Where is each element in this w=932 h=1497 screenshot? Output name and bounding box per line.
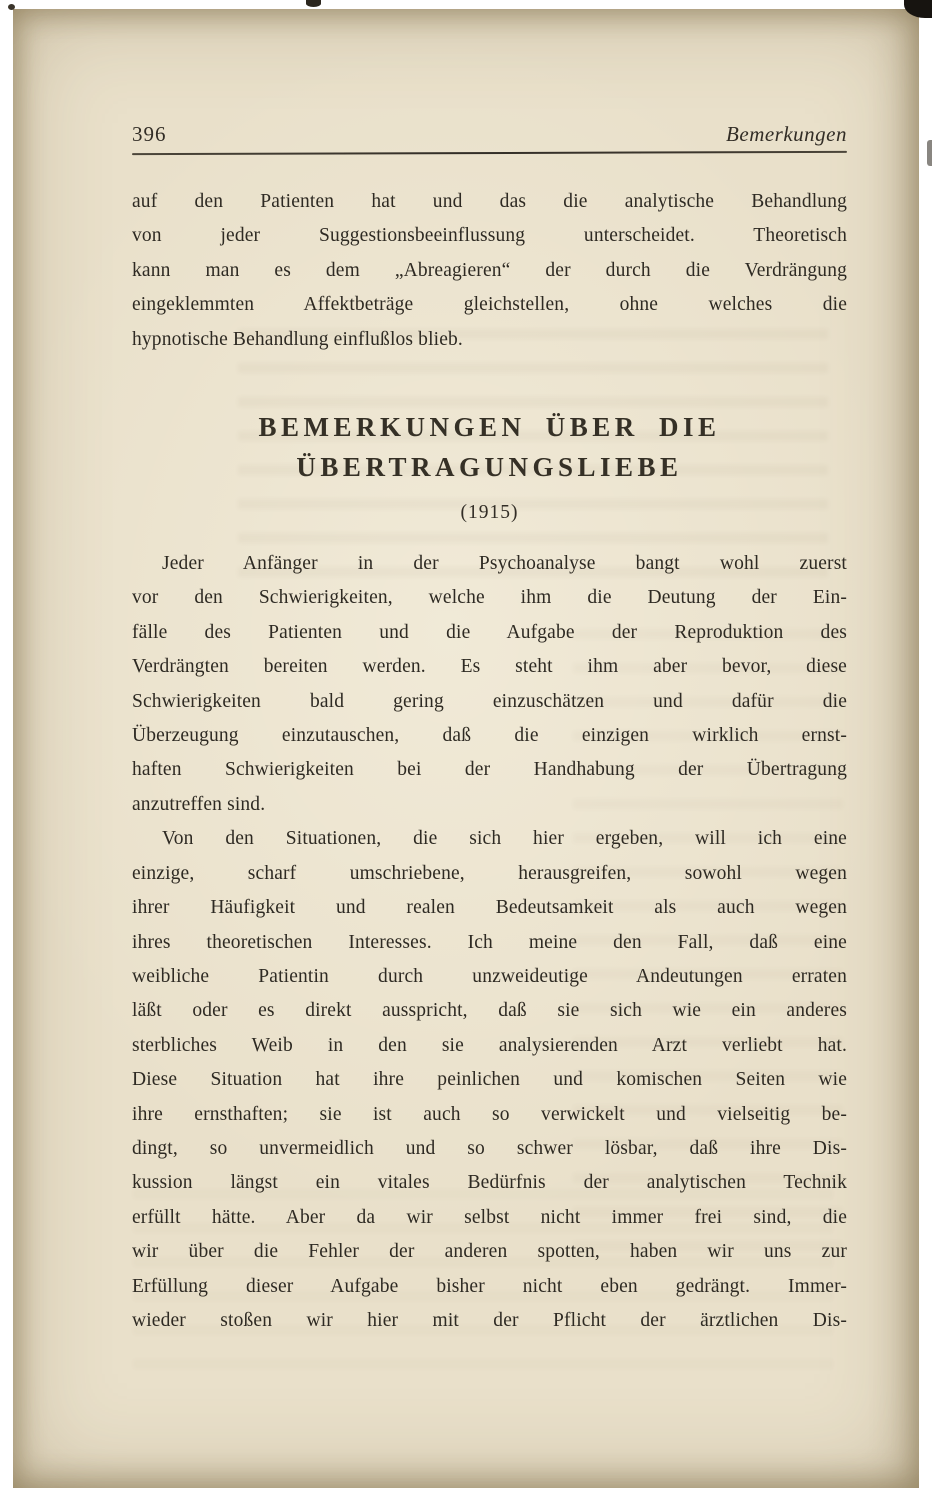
scan-artifact-right-edge bbox=[927, 140, 932, 166]
text-line: sterbliches Weib in den sie analysierenden Arzt verliebt hat. bbox=[132, 1034, 847, 1056]
title-line-1: BEMERKUNGEN ÜBER DIE bbox=[258, 412, 721, 443]
paragraph bbox=[132, 547, 847, 822]
text-line: Diese Situation hat ihre peinlichen und komischen Seiten wie bbox=[132, 1069, 847, 1091]
text-line: ihrer Häufigkeit und realen Bedeutsamkeit als auch wegen bbox=[132, 897, 847, 919]
text-line: erfüllt hätte. Aber da wir selbst nicht immer frei sind, die bbox=[132, 1206, 847, 1228]
text-line: kussion längst ein vitales Bedürfnis der analytischen Technik bbox=[132, 1172, 847, 1194]
text-line: anzutreffen sind. bbox=[132, 793, 266, 815]
text-line: auf den Patienten hat und das die analytische Behandlung bbox=[132, 191, 847, 212]
page-content bbox=[13, 9, 919, 1338]
text-line: von jeder Suggestionsbeeinflussung unterscheidet. Theoretisch bbox=[132, 225, 847, 247]
scan-artifact-top-left bbox=[306, 0, 321, 7]
text-line: ihres theoretischen Interesses. Ich meine den Fall, daß eine bbox=[132, 931, 847, 953]
text-line: Überzeugung einzutauschen, daß die einzigen wirklich ernst- bbox=[132, 725, 847, 747]
text-line: dingt, so unvermeidlich und so schwer lösbar, daß ihre Dis- bbox=[132, 1137, 847, 1159]
title-line-2: ÜBERTRAGUNGSLIEBE bbox=[296, 452, 683, 483]
text-line: Jeder Anfänger in der Psychoanalyse bangt wohl zuerst bbox=[162, 553, 847, 575]
text-line: ihre ernsthaften; sie ist auch so verwickelt und vielseitig be- bbox=[132, 1103, 847, 1125]
text-line: Erfüllung dieser Aufgabe bisher nicht eben gedrängt. Immer- bbox=[132, 1275, 847, 1297]
text-line: einzige, scharf umschriebene, herausgreifen, sowohl wegen bbox=[132, 862, 847, 884]
text-line: Verdrängten bereiten werden. Es steht ihm aber bevor, diese bbox=[132, 656, 847, 678]
text-line: wir über die Fehler der anderen spotten, haben wir uns zur bbox=[132, 1241, 847, 1263]
text-line: läßt oder es direkt ausspricht, daß sie sich wie ein anderes bbox=[132, 1000, 847, 1022]
running-header-title: Bemerkungen bbox=[726, 122, 847, 146]
text-line: hypnotische Behandlung einflußlos blieb. bbox=[132, 328, 463, 350]
text-block-main bbox=[132, 547, 847, 1338]
paragraph bbox=[132, 185, 847, 357]
document-title bbox=[132, 407, 847, 487]
text-line: eingeklemmten Affektbeträge gleichstellen, ohne welches die bbox=[132, 294, 847, 316]
text-line: kann man es dem „Abreagieren“ der durch die Verdrängung bbox=[132, 259, 847, 281]
paragraph bbox=[132, 822, 847, 1338]
paper-page bbox=[13, 9, 919, 1488]
text-line: wieder stoßen wir hier mit der Pflicht der ärztlichen Dis- bbox=[132, 1309, 847, 1331]
text-line: Schwierigkeiten bald gering einzuschätzen und dafür die bbox=[132, 690, 847, 712]
text-line: haften Schwierigkeiten bei der Handhabung der Übertragung bbox=[132, 759, 847, 781]
text-line: fälle des Patienten und die Aufgabe der Reproduktion des bbox=[132, 621, 847, 643]
text-line: vor den Schwierigkeiten, welche ihm die Deutung der Ein- bbox=[132, 587, 847, 609]
publication-year: (1915) bbox=[460, 502, 519, 524]
text-line: Von den Situationen, die sich hier ergeben, will ich eine bbox=[162, 828, 847, 850]
page-number: 396 bbox=[132, 122, 167, 146]
header-rule bbox=[132, 151, 847, 155]
running-head bbox=[132, 122, 847, 147]
text-line: weibliche Patientin durch unzweideutige Andeutungen erraten bbox=[132, 965, 847, 987]
text-block bbox=[132, 185, 847, 357]
